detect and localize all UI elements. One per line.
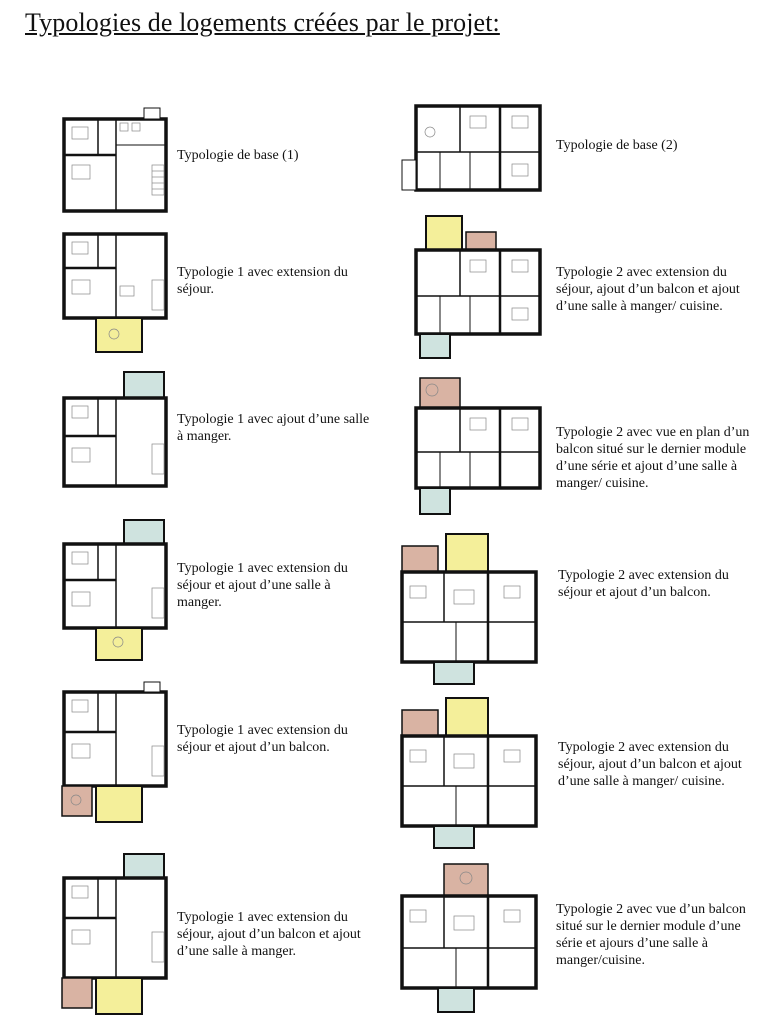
caption-typologie-2-sejour-balcon: Typologie 2 avec extension du séjour et ajout d’un balcon. (558, 568, 729, 600)
floor-plan-typologie-1-sejour-balcon-salle-manger (58, 852, 173, 1016)
caption-typologie-1-sejour-balcon: Typologie 1 avec extension du séjour et ajout d’un balcon. (177, 723, 348, 755)
caption-typologie-base-1: Typologie de base (1) (177, 148, 299, 163)
floor-plan-typologie-1-sejour-salle-manger (58, 518, 173, 662)
caption-typologie-1-sejour-salle-manger: Typologie 1 avec extension du séjour et ajout d’une salle à manger. (177, 561, 348, 610)
floor-plan-typologie-2-vue-balcon-cuisine (398, 862, 543, 1016)
floor-plan-typologie-1-extension-sejour (58, 228, 173, 354)
caption-typologie-base-2: Typologie de base (2) (556, 138, 678, 153)
floor-plan-typologie-2-sejour-balcon-cuisine (400, 214, 545, 362)
page-title: Typologies de logements créées par le projet: (25, 8, 500, 37)
caption-typologie-1-salle-manger: Typologie 1 avec ajout d’une salle à manger. (177, 412, 370, 444)
floor-plan-typologie-base-2 (400, 102, 545, 194)
caption-typologie-2-vue-balcon-cuisine: Typologie 2 avec vue d’un balcon situé sur le dernier module d’une série et ajours d’une salle à manger/cuisine. (556, 902, 746, 968)
floor-plan-typologie-base-1 (58, 105, 173, 215)
floor-plan-typologie-1-sejour-balcon (58, 682, 173, 824)
caption-typologie-2-vue-balcon: Typologie 2 avec vue en plan d’un balcon situé sur le dernier module d’une série et ajout d’une salle à manger/ cuisine. (556, 425, 750, 491)
caption-typologie-1-sejour-balcon-salle-manger: Typologie 1 avec extension du séjour, ajout d’un balcon et ajout d’une salle à manger. (177, 910, 361, 959)
caption-typologie-2-sejour-balcon-cuisine: Typologie 2 avec extension du séjour, ajout d’un balcon et ajout d’une salle à manger/ cuisine. (556, 265, 740, 314)
caption-typologie-1-extension-sejour: Typologie 1 avec extension du séjour. (177, 265, 348, 297)
floor-plan-typologie-2-vue-balcon (400, 378, 545, 518)
floor-plan-typologie-1-salle-manger (58, 370, 173, 492)
caption-typologie-2-sejour-balcon-cuisine-b: Typologie 2 avec extension du séjour, ajout d’un balcon et ajout d’une salle à manger/ cuisine. (558, 740, 742, 789)
floor-plan-typologie-2-sejour-balcon (398, 530, 543, 688)
floor-plan-typologie-2-sejour-balcon-cuisine-b (398, 694, 543, 854)
